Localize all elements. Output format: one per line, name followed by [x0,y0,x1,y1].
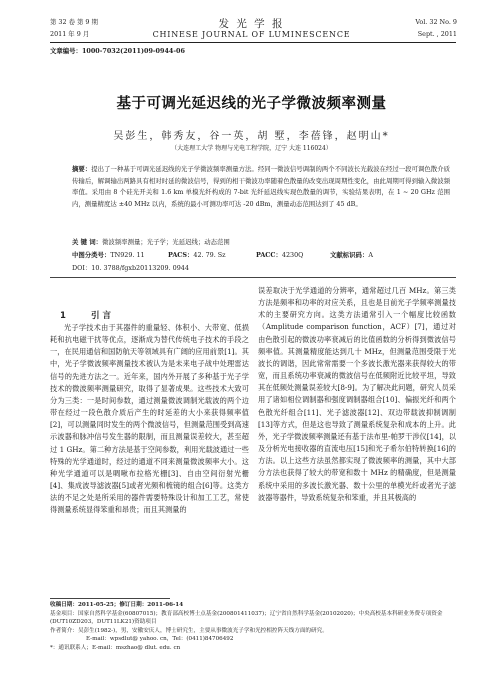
document-code: 文献标识码：A [330,251,373,259]
paper-title: 基于可调光延迟线的光子学微波频率测量 [116,96,387,112]
author-bio: 作者简介：吴彭生(1982-)，男，安徽安庆人，博士研究生，主要从事微波光子学和光控相控阵天线方面的研究。 [50,627,328,634]
section-title: 引 言 [91,311,111,321]
date-cn: 2011 年 9 月 [50,30,90,38]
volume-issue-en: Vol. 32 No. 9 [415,18,457,26]
corresponding-author: *：通讯联系人；E-mail：mszhao@ dlut. edu. cn [50,644,181,651]
author-list: 吴彭生，韩秀友，谷一英，胡 墅，李蓓锋，赵明山* [113,131,390,142]
abstract-label: 摘要： [72,165,92,173]
section-number: 1 [60,311,66,321]
journal-name-en: CHINESE JOURNAL OF LUMINESCENCE [152,30,351,39]
abstract-rule [50,277,456,278]
abstract-text: 提出了一种基于可调光延迟线的光子学微波频率测量方法。经同一微波信号调制的两个不同波长光载波在经过一段可调色散介质传输后，解调输出两路具有相对时延的微波信号，得到的相干微波功率随着色散量的改变出现周期性变化，由此周期可得到输入微波频率值。采用由 8 个硅光开关和 1.6 km 单模光纤构成的 7-bit 光纤延迟线实现色散量的调节，实验结果表明，在 1 ~ 20 GHz 范围内，测量精度达 ±40 MHz 以内，系统的最小可测功率可达 -20 dBm，测量动态范围达到了 45 dB。 [72,165,451,208]
keywords-label: 关 键 词： [72,238,103,246]
pacs-code: PACS：42. 79. Sz [168,251,226,259]
continued-paragraph: 误差取决于光学通道的分辨率，通常超过几百 MHz。第三类方法是频率和功率的对应关系，且也是目前光子学频率测量技术的主要研究方向。这类方法通常引入一个幅度比较函数（Amplitude comparison function，ACF）[7]，通过对由色散引起的微波功率衰减后的比值函数的分析得到微波信号频率值。其测量精度能达到几十 MHz，但测量范围受限于光波长的调谐，因此常常需要一个多波长激光器来获得较大的带宽，而且系统功率衰减的微波信号在低频附近比较平坦，导致其在低频处测量误差较大[8-9]。为了解决此问题，研究人员采用了诸如相位调制器和强度调制器组合[10]、偏振光纤和两个色散光纤组合[11]、光子滤波器[12]、双边带载波抑制调制[13]等方式，但是这也导致了测量系统复杂和成本的上升。此外，光子学微波频率测量还有基于法布里-帕罗干涉仪[14]，以及分析光电接收器的直流电压[15]和光子希尔伯特转换[16]的方法。以上这些方法虽然都实现了微波频率的测量，其中大部分方法也获得了较大的带宽和数十 MHz 的精确度，但是测量系统中采用的多波长激光器、数十公里的单模光纤或者光子滤波器等器件，导致系统复杂和笨重，并且其极高的 [258,286,456,502]
affiliation: （大连理工大学 物理与光电工程学院，辽宁 大连 116024） [171,145,332,152]
author-email: E-mail：wpsdlut@ yahoo. cn，Tel：(0411)84706492 [86,636,234,643]
clc-code: 中图分类号：TN929. 11 [72,251,145,259]
footnote [50,601,456,653]
journal-name-cn: 发 光 学 报 [218,18,285,30]
keywords [72,238,452,247]
section-heading [60,303,111,322]
footnote-rule [50,598,170,599]
left-column [50,322,249,517]
doi: DOI：10. 3788/fgxb20113209. 0944 [72,264,189,272]
intro-paragraph: 光子学技术由于其器件的重量轻、体积小、大带宽、低损耗和抗电磁干扰等优点，逐渐成为替代传统电子技术的手段之一，在民用通信和国防航天等领域具有广阔的应用前景[1]。其中，光子学微波频率测量技术被认为是未来电子战中处理雷达信号的先进方法之一。近年来，国内外开展了多种基于光子学技术的微波频率测量研究，取得了显著成果。这些技术大致可分为三类：一是时间参数，通过测量微波调制光载波的两个边带在经过一段色散介质后产生的时延差的大小来获得频率值[2]，可以测量同时发生的两个微波信号，但测量范围受到高速示波器和脉冲信号发生器的限制，而且测量误差较大，甚至超过 1 GHz。第二种方法是基于空间参数，利用光载波通过一些特殊的光学通道时，经过的通道不同来测量微波频率大小。这种光学通道可以是啁啾布拉格光栅[3]、自由空间衍射光栅[4]、集成波导滤波器[5]或者光频和梳镜的组合[6]等。这类方法的不足之处是所采用的器件需要特殊设计和加工工艺，常使得测量系统显得笨重和昂贵；而且其测量的 [50,323,249,515]
abstract [72,164,450,210]
volume-issue-cn: 第 32 卷 第 9 期 [50,18,98,26]
header-rule [50,42,456,43]
article-id: 文章编号：1000-7032(2011)09-0944-06 [50,47,185,55]
keywords-text: 微波频率测量；光子学；光延迟线；动态范围 [102,238,230,246]
right-column [258,285,456,504]
received-date: 收稿日期：2011-05-25；修订日期：2011-06-14 [50,602,184,608]
date-en: Sept. , 2011 [417,30,457,38]
funding: 基金项目：国家自然科学基金(60807015)；教育部高校博士点基金(200801411037)；辽宁省自然科学基金(20102020)；中央高校基本科研业务费专项资金(DUT10ZD203，DUT11LK21)资助项目 [50,610,443,626]
pacc-code: PACC：4230Q [256,251,304,259]
